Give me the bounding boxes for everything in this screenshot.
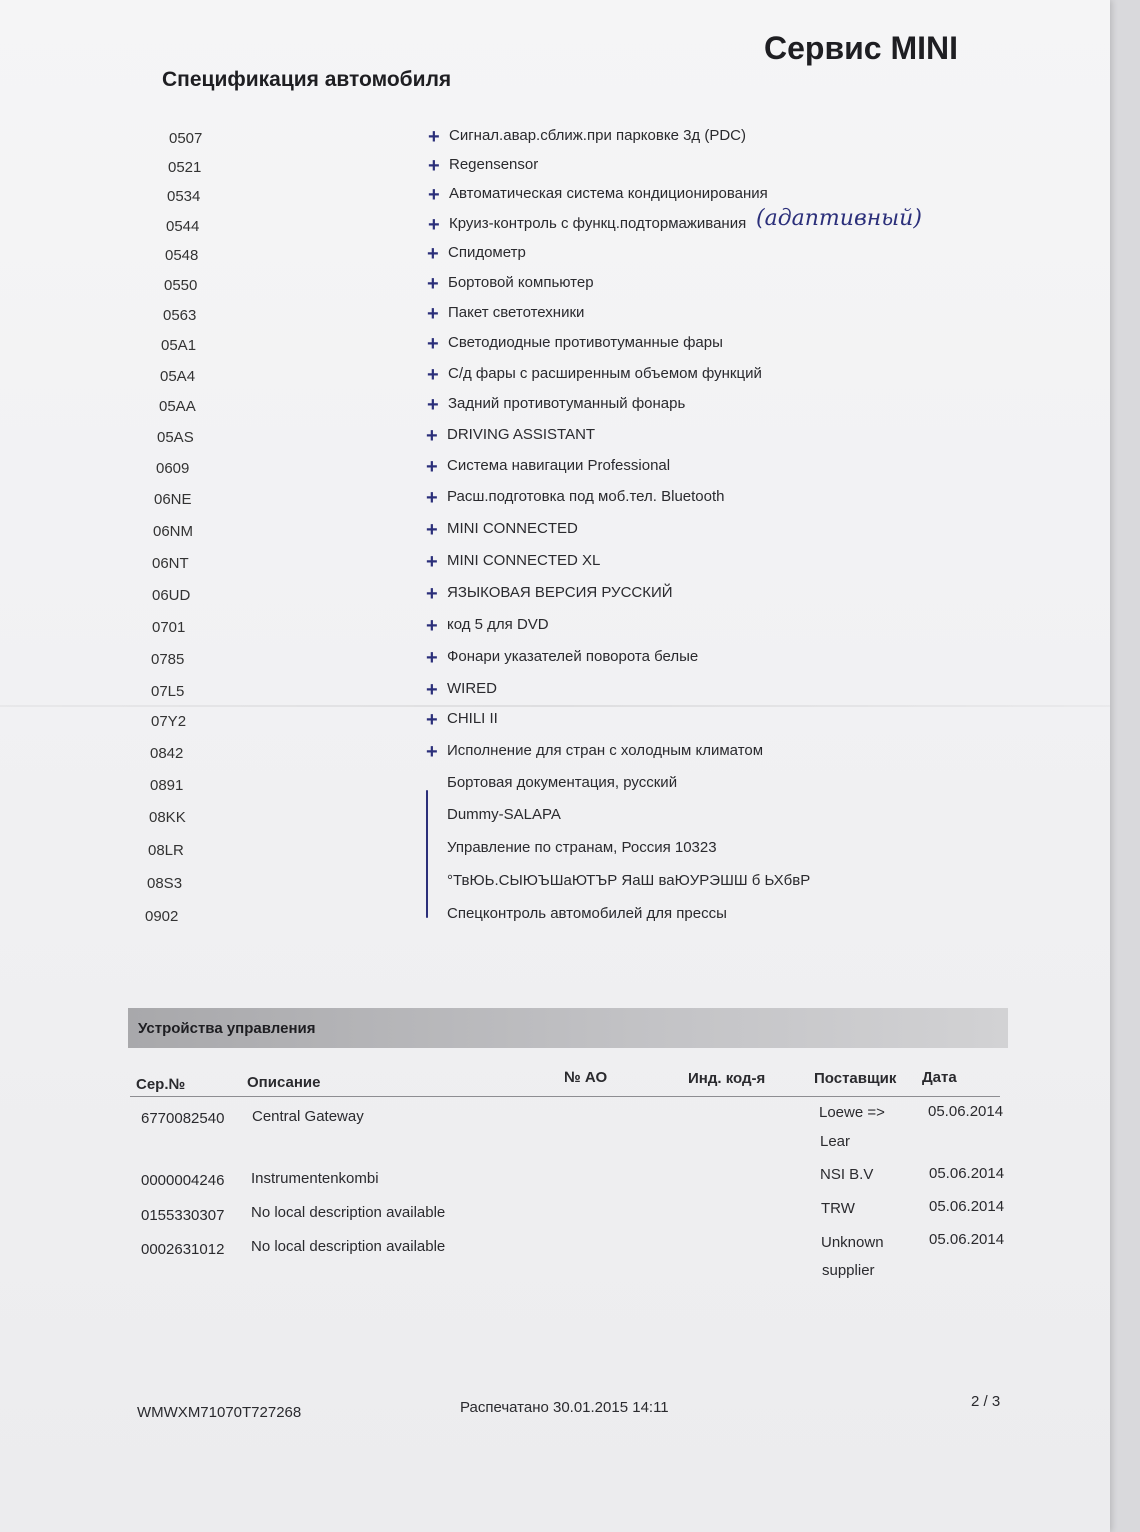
- plus-mark-icon: +: [426, 456, 438, 478]
- plus-mark-icon: +: [426, 487, 438, 509]
- header-supplier: Поставщик: [814, 1070, 897, 1087]
- option-label: MINI CONNECTED XL: [447, 552, 601, 569]
- plus-mark-icon: +: [426, 425, 438, 447]
- option-code: 05AS: [157, 429, 194, 446]
- cell-date: 05.06.2014: [928, 1103, 1004, 1120]
- option-label: Сигнал.авар.сближ.при парковке 3д (PDC): [449, 127, 746, 144]
- paper-fold: [0, 705, 1110, 707]
- plus-mark-icon: +: [426, 647, 438, 669]
- option-label: MINI CONNECTED: [447, 520, 578, 537]
- option-code: 0609: [156, 460, 190, 477]
- cell-supplier-line2: Lear: [820, 1133, 851, 1150]
- option-code: 0544: [166, 218, 200, 235]
- option-label: Спидометр: [448, 244, 526, 261]
- header-ind-code: Инд. код-я: [688, 1070, 766, 1087]
- option-code: 07L5: [151, 683, 185, 700]
- cell-date: 05.06.2014: [929, 1165, 1005, 1182]
- option-label: Управление по странам, Россия 10323: [447, 839, 717, 856]
- option-code: 05A4: [160, 368, 196, 385]
- option-code: 08KK: [149, 809, 186, 826]
- cell-description: Instrumentenkombi: [251, 1170, 379, 1187]
- handwritten-note: (адаптивный): [756, 206, 922, 231]
- section-title: Устройства управления: [138, 1020, 316, 1037]
- plus-mark-icon: +: [428, 155, 440, 177]
- option-label: ЯЗЫКОВАЯ ВЕРСИЯ РУССКИЙ: [447, 584, 673, 601]
- option-code: 0550: [164, 277, 198, 294]
- option-code: 0548: [165, 247, 199, 264]
- option-label: Бортовая документация, русский: [447, 774, 678, 791]
- header-ao: № АО: [564, 1069, 608, 1086]
- option-code: 06NE: [154, 491, 192, 508]
- plus-mark-icon: +: [427, 394, 439, 416]
- brand-title: Сервис MINI: [764, 30, 959, 66]
- option-code: 06NT: [152, 555, 189, 572]
- cell-supplier: Unknown: [821, 1234, 884, 1251]
- footer-vin: WMWXM71070T727268: [137, 1404, 302, 1421]
- header-serial: Сер.№: [136, 1076, 186, 1093]
- cell-serial: 6770082540: [141, 1110, 225, 1127]
- option-code: 0563: [163, 307, 197, 324]
- option-label: Задний противотуманный фонарь: [448, 395, 686, 412]
- option-code: 05AA: [159, 398, 196, 415]
- cell-date: 05.06.2014: [929, 1231, 1005, 1248]
- option-code: 0521: [168, 159, 202, 176]
- cell-description: No local description available: [251, 1204, 446, 1221]
- option-code: 0891: [150, 777, 184, 794]
- page-title: Спецификация автомобиля: [162, 68, 452, 91]
- option-label: Автоматическая система кондиционирования: [449, 185, 768, 202]
- plus-mark-icon: +: [427, 364, 439, 386]
- option-label: Dummy-SALAPA: [447, 806, 561, 823]
- cell-description: No local description available: [251, 1238, 446, 1255]
- table-header-rule: [130, 1096, 1000, 1097]
- cell-serial: 0000004246: [141, 1172, 225, 1189]
- plus-mark-icon: +: [426, 679, 438, 701]
- option-label: Исполнение для стран с холодным климатом: [447, 742, 764, 759]
- option-code: 05A1: [161, 337, 197, 354]
- option-label: CHILI II: [447, 710, 498, 727]
- option-code: 08S3: [147, 875, 183, 892]
- cell-serial: 0155330307: [141, 1207, 225, 1224]
- cell-date: 05.06.2014: [929, 1198, 1005, 1215]
- cell-supplier: TRW: [821, 1200, 855, 1217]
- header-description: Описание: [247, 1074, 321, 1091]
- plus-mark-icon: +: [426, 551, 438, 573]
- option-label: Regensensor: [449, 156, 539, 173]
- plus-mark-icon: +: [427, 333, 439, 355]
- option-label: Светодиодные противотуманные фары: [448, 334, 723, 351]
- cell-supplier: Loewe =>: [819, 1104, 885, 1121]
- option-label: Круиз-контроль с функц.подтормаживания: [449, 215, 747, 232]
- cell-supplier-line2: supplier: [822, 1262, 875, 1279]
- option-label: Пакет светотехники: [448, 304, 585, 321]
- option-code: 0507: [169, 130, 203, 147]
- header-date: Дата: [922, 1069, 957, 1086]
- option-label: °ТвЮЬ.СЫЮЪШаЮТЪР ЯаШ ваЮУРЭШШ б ЬХбвР: [447, 872, 811, 889]
- option-code: 07Y2: [151, 713, 187, 730]
- option-code: 0534: [167, 188, 201, 205]
- plus-mark-icon: +: [426, 709, 438, 731]
- plus-mark-icon: +: [428, 126, 440, 148]
- option-code: 0842: [150, 745, 184, 762]
- footer-printed: Распечатано 30.01.2015 14:11: [460, 1399, 669, 1416]
- option-label: С/д фары с расширенным объемом функций: [448, 365, 762, 382]
- option-label: Спецконтроль автомобилей для прессы: [447, 905, 727, 922]
- cell-description: Central Gateway: [252, 1108, 364, 1125]
- plus-mark-icon: +: [427, 273, 439, 295]
- plus-mark-icon: +: [427, 303, 439, 325]
- option-label: Расш.подготовка под моб.тел. Bluetooth: [447, 488, 725, 505]
- plus-mark-icon: +: [427, 243, 439, 265]
- option-label: WIRED: [447, 680, 497, 697]
- option-code: 06NM: [153, 523, 194, 540]
- cell-serial: 0002631012: [141, 1241, 225, 1258]
- option-label: Фонари указателей поворота белые: [447, 648, 699, 665]
- footer-page-number: 2 / 3: [971, 1393, 1001, 1410]
- option-code: 06UD: [152, 587, 191, 604]
- option-label: Система навигации Professional: [447, 457, 671, 474]
- option-label: Бортовой компьютер: [448, 274, 594, 291]
- handwritten-bracket: [426, 790, 428, 918]
- plus-mark-icon: +: [426, 741, 438, 763]
- plus-mark-icon: +: [426, 615, 438, 637]
- option-code: 0785: [151, 651, 185, 668]
- plus-mark-icon: +: [426, 519, 438, 541]
- option-code: 0902: [145, 908, 179, 925]
- plus-mark-icon: +: [428, 184, 440, 206]
- plus-mark-icon: +: [428, 214, 440, 236]
- cell-supplier: NSI B.V: [820, 1166, 874, 1183]
- option-code: 08LR: [148, 842, 184, 859]
- option-code: 0701: [152, 619, 186, 636]
- plus-mark-icon: +: [426, 583, 438, 605]
- option-label: код 5 для DVD: [447, 616, 549, 633]
- option-label: DRIVING ASSISTANT: [447, 426, 596, 443]
